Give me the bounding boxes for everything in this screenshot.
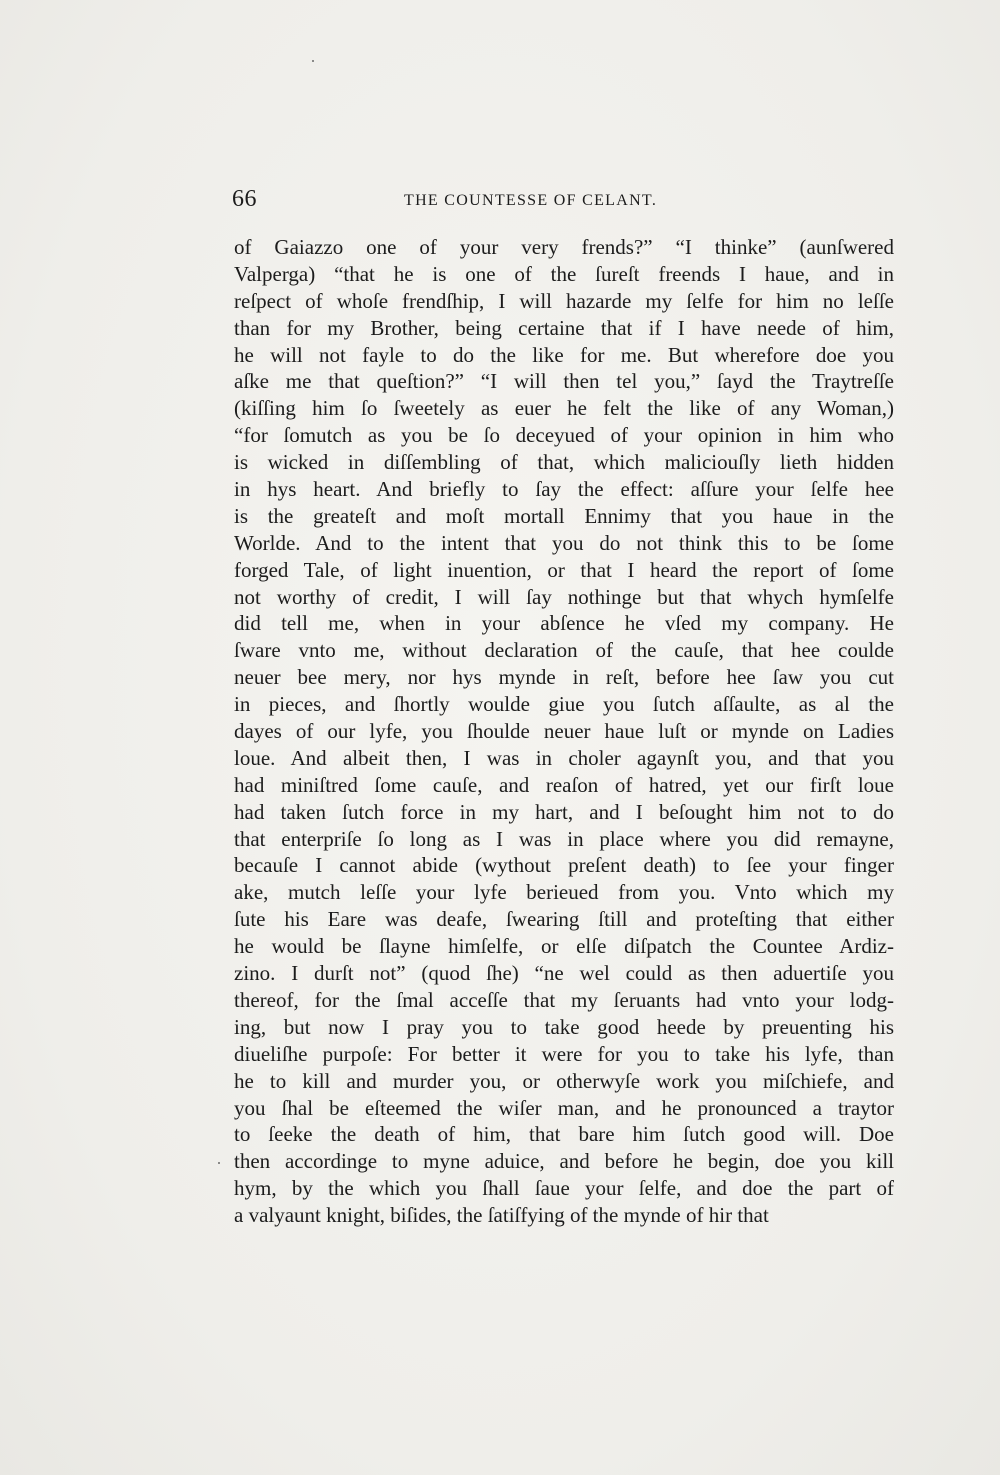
text-line: to ſeeke the death of him, that bare him ſutch good will. Doe	[234, 1122, 894, 1147]
text-line: zino. I durſt not” (quod ſhe) “ne wel could as then aduertiſe you	[234, 961, 894, 986]
text-line: you ſhal be eſteemed the wiſer man, and he pronounced a traytor	[234, 1095, 894, 1120]
text-line: ake, mutch leſſe your lyfe berieued from you. Vnto which my	[234, 880, 894, 905]
text-line: then accordinge to myne aduice, and before he begin, doe you kill	[234, 1149, 894, 1174]
text-line: not worthy of credit, I will ſay nothinge but that whych hymſelfe	[234, 584, 894, 609]
page-number: 66	[232, 186, 257, 212]
text-line: is the greateſt and moſt mortall Ennimy that you haue in the	[234, 503, 894, 528]
text-line: he will not fayle to do the like for me. But wherefore doe you	[234, 342, 894, 367]
text-line: ing, but now I pray you to take good heede by preuenting his	[234, 1014, 894, 1039]
text-line: aſke me that queſtion?” “I will then tel you,” ſayd the Traytreſſe	[234, 369, 894, 394]
text-line: had taken ſutch force in my hart, and I beſought him not to do	[234, 799, 894, 824]
text-line: “for ſomutch as you be ſo deceyued of your opinion in him who	[234, 423, 894, 448]
text-line: than for my Brother, being certaine that if I have neede of him,	[234, 315, 894, 340]
text-line: in hys heart. And briefly to ſay the effect: aſſure your ſelfe hee	[234, 477, 894, 502]
text-line: thereof, for the ſmal acceſſe that my ſeruants had vnto your lodg-	[234, 987, 894, 1012]
text-line: (kiſſing him ſo ſweetely as euer he felt the like of any Woman,)	[234, 396, 894, 421]
text-line: he would be ſlayne himſelfe, or elſe diſpatch the Countee Ardiz-	[234, 934, 894, 959]
paper-speck	[218, 1162, 220, 1164]
text-line: Worlde. And to the intent that you do not think this to be ſome	[234, 530, 894, 555]
text-line: did tell me, when in your abſence he vſed my company. He	[234, 611, 894, 636]
text-line: hym, by the which you ſhall ſaue your ſelfe, and doe the part of	[234, 1176, 894, 1201]
text-line: ſute his Eare was deafe, ſwearing ſtill and proteſting that either	[234, 907, 894, 932]
text-line: he to kill and murder you, or otherwyſe work you miſchiefe, and	[234, 1068, 894, 1093]
page-header	[232, 186, 902, 220]
text-line: neuer bee mery, nor hys mynde in reſt, before hee ſaw you cut	[234, 665, 894, 690]
text-line: forged Tale, of light inuention, or that I heard the report of ſome	[234, 557, 894, 582]
text-line: becauſe I cannot abide (wythout preſent death) to ſee your finger	[234, 853, 894, 878]
text-line: is wicked in diſſembling of that, which maliciouſly lieth hidden	[234, 450, 894, 475]
text-line: that enterpriſe ſo long as I was in place where you did remayne,	[234, 826, 894, 851]
text-line: Valperga) “that he is one of the ſureſt freends I haue, and in	[234, 261, 894, 286]
text-line: loue. And albeit then, I was in choler agaynſt you, and that you	[234, 745, 894, 770]
text-line: ſware vnto me, without declaration of the cauſe, that hee coulde	[234, 638, 894, 663]
body-text	[234, 234, 894, 1229]
paper-speck	[312, 60, 314, 62]
text-line: of Gaiazzo one of your very frends?” “I thinke” (aunſwered	[234, 235, 894, 259]
text-line: a valyaunt knight, biſides, the ſatiſfying of the mynde of hir that	[234, 1203, 769, 1228]
text-line: had miniſtred ſome cauſe, and reaſon of hatred, yet our firſt loue	[234, 772, 894, 797]
text-line: diueliſhe purpoſe: For better it were for you to take his lyfe, than	[234, 1041, 894, 1066]
text-line: dayes of our lyfe, you ſhoulde neuer haue luſt or mynde on Ladies	[234, 719, 894, 744]
running-title: THE COUNTESSE OF CELANT.	[404, 192, 658, 209]
text-line: in pieces, and ſhortly woulde giue you ſutch aſſaulte, as al the	[234, 692, 894, 717]
text-line: reſpect of whoſe frendſhip, I will hazarde my ſelfe for him no leſſe	[234, 288, 894, 313]
